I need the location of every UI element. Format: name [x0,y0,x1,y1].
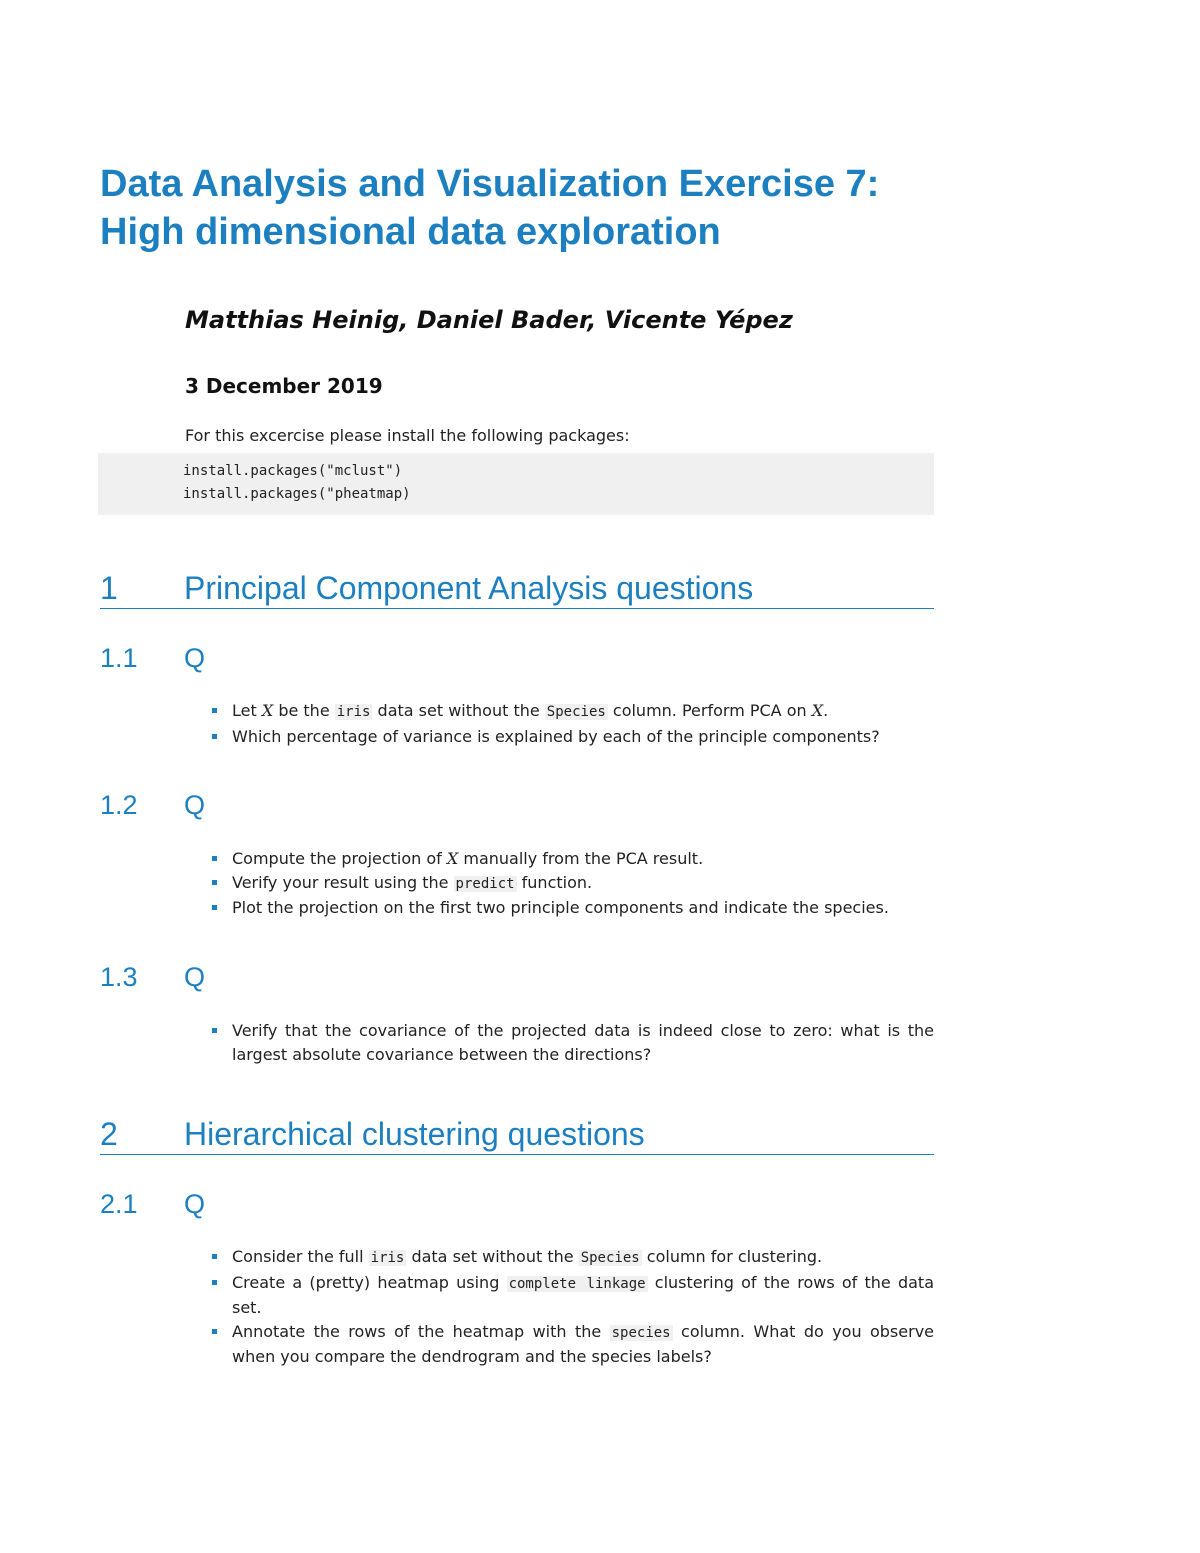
list-item: Compute the projection of X manually from the PCA result. [232,847,934,871]
subsection-number: 1.2 [100,790,138,820]
subsection-title: Q [184,1189,206,1219]
authors: Matthias Heinig, Daniel Bader, Vicente Yépez [185,306,793,334]
bullet-list [232,1245,934,1369]
section-title: Hierarchical clustering questions [184,1116,645,1152]
title-line-1: Data Analysis and Visualization Exercise 7: [100,163,880,205]
bullet-list [232,847,934,920]
section-heading-2 [100,1114,934,1155]
subsection-number: 1.3 [100,962,138,992]
section-number: 2 [100,1116,118,1152]
title-line-2: High dimensional data exploration [100,211,721,253]
subsection-number: 1.1 [100,643,138,673]
section-title: Principal Component Analysis questions [184,570,754,606]
date: 3 December 2019 [185,374,383,398]
list-item: Verify your result using the predict function. [232,871,934,897]
section-heading-1 [100,568,934,609]
list-item: Verify that the covariance of the projected data is indeed close to zero: what is the largest absolute covariance between the directions? [232,1019,934,1066]
list-item: Plot the projection on the first two principle components and indicate the species. [232,896,934,920]
bullet-list [232,1019,934,1066]
list-item: Consider the full iris data set without the Species column for clustering. [232,1245,934,1271]
subsection-title: Q [184,790,206,820]
intro-text: For this excercise please install the following packages: [185,426,630,445]
section-number: 1 [100,570,118,606]
document-title [100,160,960,256]
list-item: Annotate the rows of the heatmap with the species column. What do you observe when you compare the dendrogram and the species labels? [232,1320,934,1369]
list-item: Create a (pretty) heatmap using complete linkage clustering of the rows of the data set. [232,1271,934,1320]
bullet-list [232,699,934,748]
code-line: install.packages("mclust") [183,463,403,479]
list-item: Let X be the iris data set without the Species column. Perform PCA on X. [232,699,934,725]
subsection-title: Q [184,962,206,992]
code-block [98,453,934,515]
subsection-number: 2.1 [100,1189,138,1219]
list-item: Which percentage of variance is explained by each of the principle components? [232,725,934,749]
code-line: install.packages("pheatmap) [183,486,411,502]
subsection-title: Q [184,643,206,673]
